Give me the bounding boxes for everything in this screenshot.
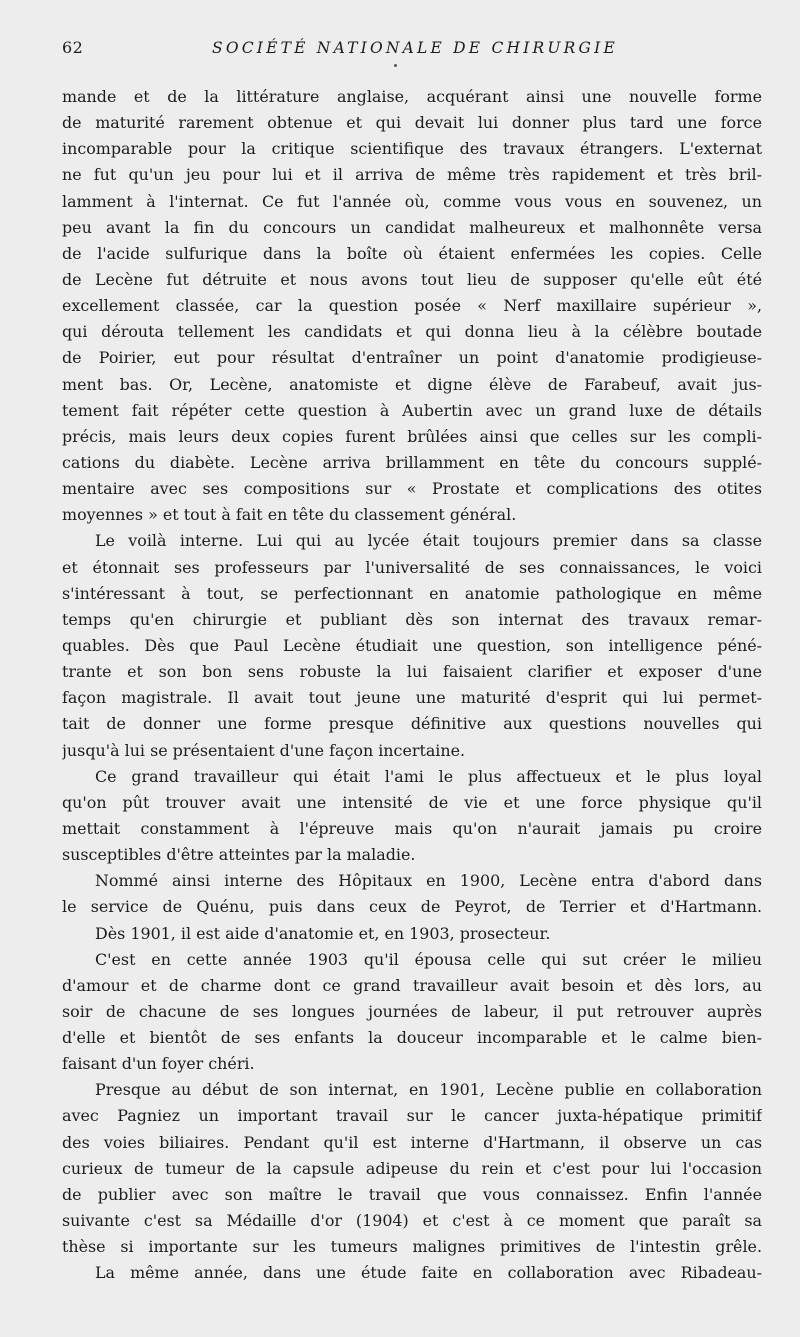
text-line: et étonnait ses professeurs par l'universalité de ses connaissances, le voici [62, 557, 762, 577]
paragraph-end-line: susceptibles d'être atteintes par la maladie. [62, 845, 416, 865]
text-line: soir de chacune de ses longues journées de labeur, il put retrouver auprès [62, 1001, 762, 1021]
text-line: avec Pagniez un important travail sur le cancer juxta-hépatique primitif [62, 1106, 762, 1126]
paragraph-end-line: jusqu'à lui se présentaient d'une façon incertaine. [62, 740, 466, 760]
text-line: ne fut qu'un jeu pour lui et il arriva de même très rapidement et très bril- [62, 165, 762, 185]
text-line: le service de Quénu, puis dans ceux de Peyrot, de Terrier et d'Hartmann. [62, 897, 762, 917]
text-line: d'amour et de charme dont ce grand travailleur avait besoin et dès lors, au [62, 975, 762, 995]
paragraph-single-line: Dès 1901, il est aide d'anatomie et, en 1903, prosecteur. [95, 923, 551, 943]
text-line: thèse si importante sur les tumeurs malignes primitives de l'intestin grêle. [62, 1237, 762, 1257]
text-line: mande et de la littérature anglaise, acquérant ainsi une nouvelle forme [62, 87, 762, 106]
text-line: tait de donner une forme presque définitive aux questions nouvelles qui [62, 714, 762, 734]
text-line: excellement classée, car la question posée « Nerf maxillaire supérieur », [62, 296, 762, 316]
paragraph-end-line: faisant d'un foyer chéri. [62, 1054, 255, 1074]
text-line: mentaire avec ses compositions sur « Prostate et complications des otites [62, 479, 762, 499]
text-line: des voies biliaires. Pendant qu'il est interne d'Hartmann, il observe un cas [62, 1132, 762, 1152]
text-line: qu'on pût trouver avait une intensité de vie et une force physique qu'il [62, 792, 762, 812]
paragraph-start-line: La même année, dans une étude faite en collaboration avec Ribadeau- [95, 1263, 762, 1283]
page-number: 62 [62, 38, 84, 57]
header-ornament-dot [394, 64, 397, 67]
text-line: précis, mais leurs deux copies furent brûlées ainsi que celles sur les compli- [62, 426, 762, 446]
running-title: SOCIÉTÉ NATIONALE DE CHIRURGIE [212, 39, 618, 57]
text-line: de Poirier, eut pour résultat d'entraîner un point d'anatomie prodigieuse- [62, 348, 762, 368]
text-line: d'elle et bientôt de ses enfants la douceur incomparable et le calme bien- [62, 1028, 762, 1048]
paragraph-start-line: Ce grand travailleur qui était l'ami le plus affectueux et le plus loyal [95, 766, 762, 786]
text-line: de publier avec son maître le travail que vous connaissez. Enfin l'année [62, 1184, 762, 1204]
paragraph-end-line: moyennes » et tout à fait en tête du classement général. [62, 505, 517, 525]
paragraph-start-line: Nommé ainsi interne des Hôpitaux en 1900, Lecène entra d'abord dans [95, 871, 762, 891]
text-line: curieux de tumeur de la capsule adipeuse du rein et c'est pour lui l'occasion [62, 1158, 762, 1178]
paragraph-start-line: C'est en cette année 1903 qu'il épousa celle qui sut créer le milieu [95, 949, 762, 969]
text-line: peu avant la fin du concours un candidat malheureux et malhonnête versa [62, 217, 762, 237]
text-line: mettait constamment à l'épreuve mais qu'on n'aurait jamais pu croire [62, 818, 762, 838]
paragraph-start-line: Presque au début de son internat, en 1901, Lecène publie en collaboration [95, 1080, 762, 1100]
text-line: suivante c'est sa Médaille d'or (1904) et c'est à ce moment que paraît sa [62, 1211, 762, 1231]
text-line: incomparable pour la critique scientifique des travaux étrangers. L'externat [62, 139, 762, 159]
text-line: de maturité rarement obtenue et qui devait lui donner plus tard une force [62, 113, 762, 133]
body-text [62, 84, 762, 1286]
text-line: s'intéressant à tout, se perfectionnant en anatomie pathologique en même [62, 583, 762, 603]
text-line: quables. Dès que Paul Lecène étudiait une question, son intelligence péné- [62, 635, 762, 655]
text-line: lamment à l'internat. Ce fut l'année où, comme vous vous en souvenez, un [62, 191, 762, 211]
text-line: temps qu'en chirurgie et publiant dès son internat des travaux remar- [62, 609, 762, 629]
paragraph-start-line: Le voilà interne. Lui qui au lycée était toujours premier dans sa classe [95, 531, 762, 551]
text-line: de Lecène fut détruite et nous avons tout lieu de supposer qu'elle eût été [62, 269, 762, 289]
page-header [62, 38, 762, 68]
text-line: façon magistrale. Il avait tout jeune une maturité d'esprit qui lui permet- [62, 688, 762, 708]
text-line: tement fait répéter cette question à Aubertin avec un grand luxe de détails [62, 400, 762, 420]
text-line: de l'acide sulfurique dans la boîte où étaient enfermées les copies. Celle [62, 243, 762, 263]
text-line: qui dérouta tellement les candidats et qui donna lieu à la célèbre boutade [62, 322, 762, 342]
text-line: cations du diabète. Lecène arriva brillamment en tête du concours supplé- [62, 452, 762, 472]
text-line: trante et son bon sens robuste la lui faisaient clarifier et exposer d'une [62, 662, 762, 682]
text-line: ment bas. Or, Lecène, anatomiste et digne élève de Farabeuf, avait jus- [62, 374, 762, 394]
